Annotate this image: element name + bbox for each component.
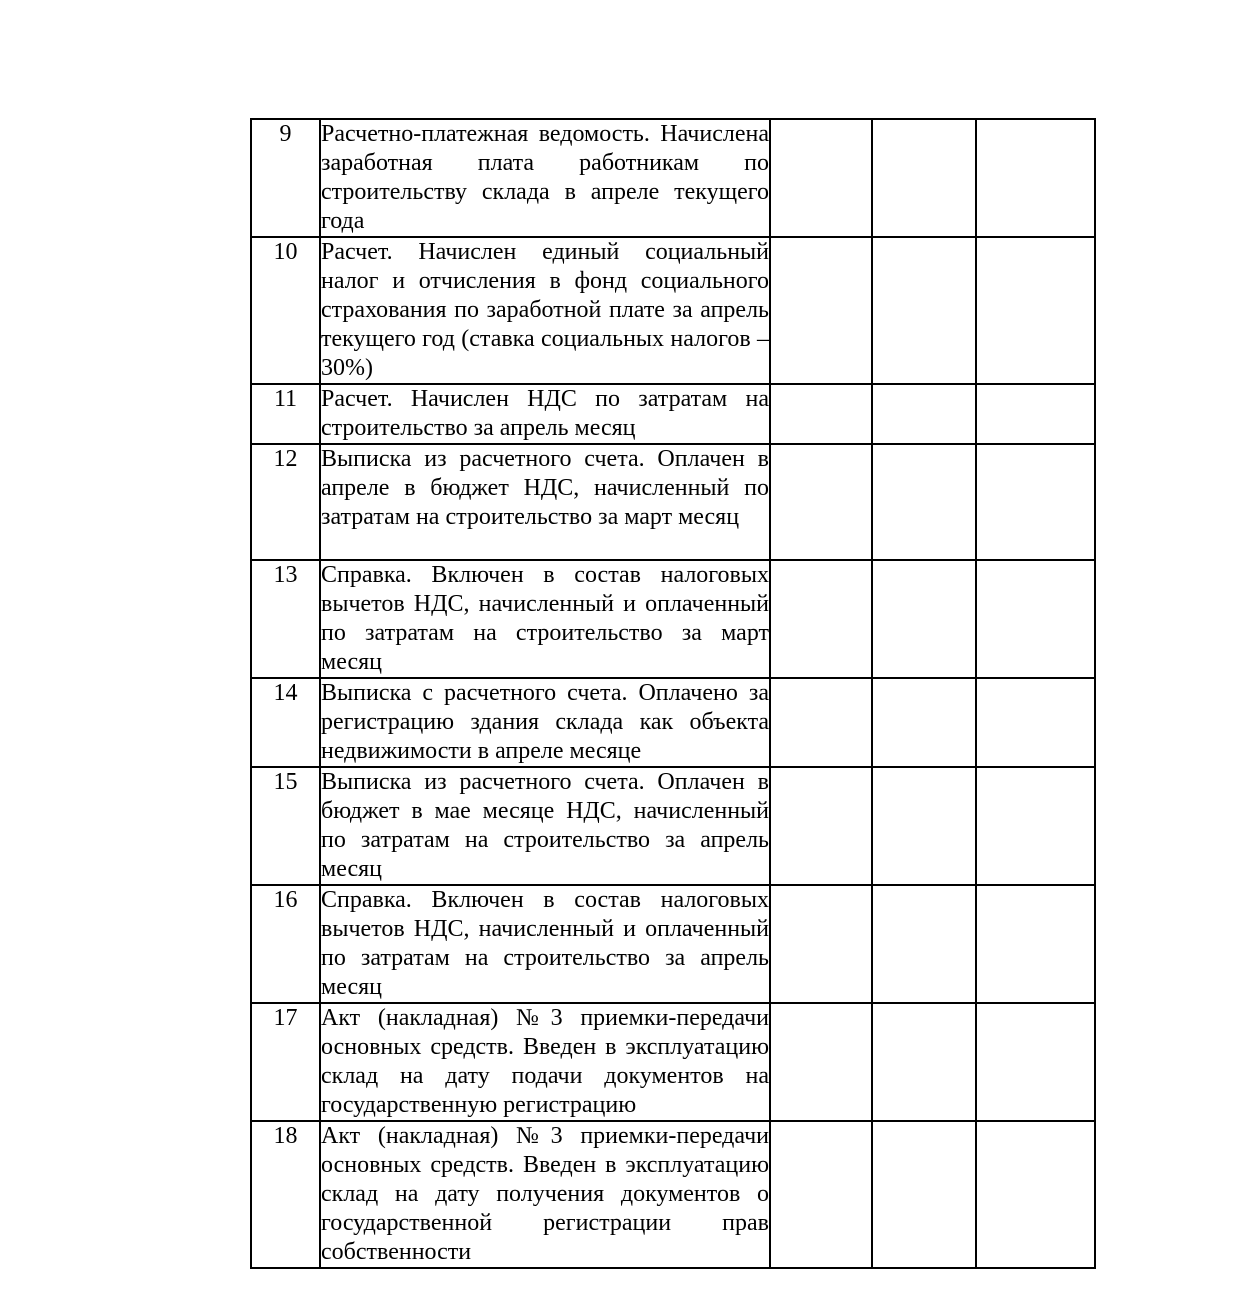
amount-cell: [976, 119, 1095, 237]
amount-cell: [976, 1003, 1095, 1121]
debit-cell: [770, 119, 872, 237]
credit-cell: [872, 119, 976, 237]
amount-cell: [976, 560, 1095, 678]
credit-cell: [872, 767, 976, 885]
table-row: [251, 384, 1095, 444]
amount-cell: [976, 767, 1095, 885]
amount-cell: [976, 1121, 1095, 1268]
row-number: 15: [251, 767, 320, 885]
row-number: 14: [251, 678, 320, 767]
row-description: [320, 1121, 770, 1268]
table-row: [251, 767, 1095, 885]
table-row: [251, 678, 1095, 767]
debit-cell: [770, 885, 872, 1003]
row-number: 18: [251, 1121, 320, 1268]
row-description: [320, 767, 770, 885]
row-description: [320, 384, 770, 444]
row-description-text: Справка. Включен в состав налоговых вычетов НДС, начисленный и оплаченный по затратам на строительство за март месяц: [321, 562, 769, 675]
row-description: [320, 560, 770, 678]
row-number: 11: [251, 384, 320, 444]
table-row: [251, 444, 1095, 560]
row-description-text: Выписка с расчетного счета. Оплачено за регистрацию здания склада как объекта недвижимости в апреле месяце: [321, 680, 769, 764]
amount-cell: [976, 384, 1095, 444]
credit-cell: [872, 384, 976, 444]
row-description: [320, 119, 770, 237]
row-description: [320, 678, 770, 767]
debit-cell: [770, 384, 872, 444]
row-description: [320, 444, 770, 560]
amount-cell: [976, 885, 1095, 1003]
debit-cell: [770, 444, 872, 560]
row-number: 17: [251, 1003, 320, 1121]
row-description-text: Выписка из расчетного счета. Оплачен в бюджет в мае месяце НДС, начисленный по затратам на строительство за апрель месяц: [321, 769, 769, 882]
credit-cell: [872, 678, 976, 767]
amount-cell: [976, 444, 1095, 560]
row-number: 10: [251, 237, 320, 384]
table-row: [251, 237, 1095, 384]
row-description: [320, 1003, 770, 1121]
credit-cell: [872, 1121, 976, 1268]
row-description-text: Справка. Включен в состав налоговых вычетов НДС, начисленный и оплаченный по затратам на строительство за апрель месяц: [321, 887, 769, 1000]
credit-cell: [872, 237, 976, 384]
debit-cell: [770, 237, 872, 384]
table-row: [251, 560, 1095, 678]
debit-cell: [770, 560, 872, 678]
table-row: [251, 1003, 1095, 1121]
amount-cell: [976, 678, 1095, 767]
row-number: 12: [251, 444, 320, 560]
amount-cell: [976, 237, 1095, 384]
table-row: [251, 885, 1095, 1003]
credit-cell: [872, 444, 976, 560]
credit-cell: [872, 885, 976, 1003]
debit-cell: [770, 678, 872, 767]
row-description-text: Выписка из расчетного счета. Оплачен в апреле в бюджет НДС, начисленный по затратам на строительство за март месяц: [321, 446, 769, 530]
row-number: 16: [251, 885, 320, 1003]
ledger-table: [250, 118, 1096, 1269]
row-description-text: Расчет. Начислен единый социальный налог и отчисления в фонд социального страхования по заработной плате за апрель текущего год (ставка социальных налогов – 30%): [321, 239, 769, 381]
table-row: [251, 119, 1095, 237]
debit-cell: [770, 1003, 872, 1121]
debit-cell: [770, 767, 872, 885]
row-description-text: Расчетно-платежная ведомость. Начислена заработная плата работникам по строительству склада в апреле текущего года: [321, 121, 769, 234]
row-description: [320, 237, 770, 384]
credit-cell: [872, 560, 976, 678]
row-number: 13: [251, 560, 320, 678]
row-description-text: Расчет. Начислен НДС по затратам на строительство за апрель месяц: [321, 386, 769, 441]
table-row: [251, 1121, 1095, 1268]
debit-cell: [770, 1121, 872, 1268]
credit-cell: [872, 1003, 976, 1121]
row-description-text: Акт (накладная) №3 приемки-передачи основных средств. Введен в эксплуатацию склад на дату подачи документов на государственную регистрацию: [321, 1005, 769, 1118]
row-description: [320, 885, 770, 1003]
row-number: 9: [251, 119, 320, 237]
row-description-text: Акт (накладная) №3 приемки-передачи основных средств. Введен в эксплуатацию склад на дату получения документов о государственной регистрации прав собственности: [321, 1123, 769, 1265]
